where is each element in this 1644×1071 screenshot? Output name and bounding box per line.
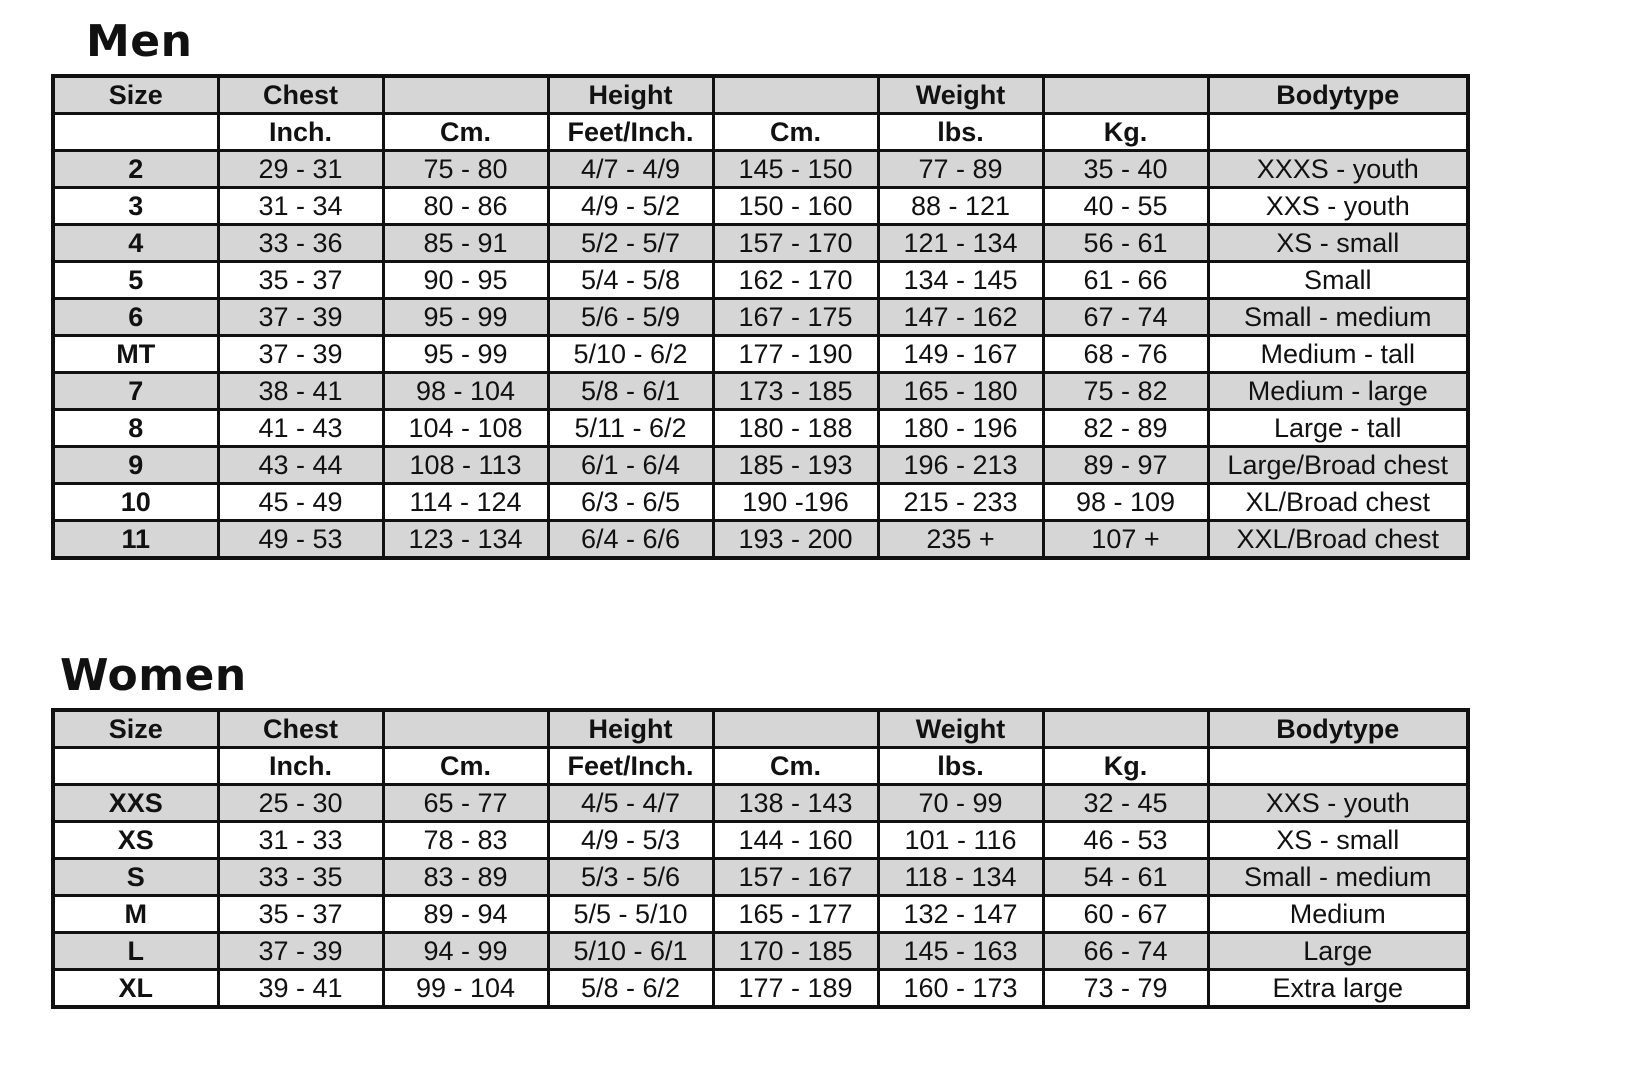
- size-cell: 9: [53, 447, 218, 484]
- table-cell: 6/4 - 6/6: [548, 521, 713, 559]
- table-cell: 235 +: [878, 521, 1043, 559]
- table-cell: 4/9 - 5/3: [548, 822, 713, 859]
- table-cell: 177 - 190: [713, 336, 878, 373]
- table-row: [53, 822, 1468, 859]
- table-cell: 5/10 - 6/1: [548, 933, 713, 970]
- table-cell: [713, 710, 878, 748]
- table-cell: 170 - 185: [713, 933, 878, 970]
- table-cell: Feet/Inch.: [548, 748, 713, 785]
- table-cell: 54 - 61: [1043, 859, 1208, 896]
- table-cell: 43 - 44: [218, 447, 383, 484]
- table-cell: 31 - 33: [218, 822, 383, 859]
- table-cell: Large/Broad chest: [1208, 447, 1468, 484]
- table-cell: 185 - 193: [713, 447, 878, 484]
- table-cell: Inch.: [218, 748, 383, 785]
- table-cell: 114 - 124: [383, 484, 548, 521]
- table-cell: Extra large: [1208, 970, 1468, 1008]
- table-cell: lbs.: [878, 114, 1043, 151]
- table-cell: Cm.: [713, 748, 878, 785]
- header-row-unit: [53, 114, 1468, 151]
- table-cell: Size: [53, 710, 218, 748]
- table-cell: 65 - 77: [383, 785, 548, 822]
- size-cell: MT: [53, 336, 218, 373]
- table-cell: 45 - 49: [218, 484, 383, 521]
- table-cell: 32 - 45: [1043, 785, 1208, 822]
- table-cell: 5/4 - 5/8: [548, 262, 713, 299]
- table-cell: Small: [1208, 262, 1468, 299]
- table-cell: [1208, 114, 1468, 151]
- size-cell: 4: [53, 225, 218, 262]
- table-cell: 35 - 40: [1043, 151, 1208, 188]
- table-cell: 150 - 160: [713, 188, 878, 225]
- table-cell: 145 - 163: [878, 933, 1043, 970]
- table-row: [53, 484, 1468, 521]
- table-cell: 33 - 35: [218, 859, 383, 896]
- size-cell: 3: [53, 188, 218, 225]
- size-cell: 11: [53, 521, 218, 559]
- table-cell: 5/6 - 5/9: [548, 299, 713, 336]
- table-cell: 41 - 43: [218, 410, 383, 447]
- table-cell: Cm.: [713, 114, 878, 151]
- table-cell: 40 - 55: [1043, 188, 1208, 225]
- table-cell: 49 - 53: [218, 521, 383, 559]
- table-row: [53, 262, 1468, 299]
- table-cell: 5/8 - 6/1: [548, 373, 713, 410]
- table-cell: 215 - 233: [878, 484, 1043, 521]
- table-cell: Small - medium: [1208, 859, 1468, 896]
- table-cell: 89 - 94: [383, 896, 548, 933]
- table-cell: 82 - 89: [1043, 410, 1208, 447]
- table-cell: 75 - 80: [383, 151, 548, 188]
- table-row: [53, 299, 1468, 336]
- table-cell: [53, 114, 218, 151]
- table-row: [53, 785, 1468, 822]
- table-cell: 73 - 79: [1043, 970, 1208, 1008]
- table-cell: 147 - 162: [878, 299, 1043, 336]
- table-cell: 98 - 104: [383, 373, 548, 410]
- size-cell: 2: [53, 151, 218, 188]
- table-cell: 68 - 76: [1043, 336, 1208, 373]
- table-cell: 35 - 37: [218, 262, 383, 299]
- women-section-title: Women: [60, 650, 247, 701]
- table-cell: lbs.: [878, 748, 1043, 785]
- table-cell: 118 - 134: [878, 859, 1043, 896]
- table-cell: 85 - 91: [383, 225, 548, 262]
- table-cell: 193 - 200: [713, 521, 878, 559]
- table-row: [53, 151, 1468, 188]
- table-cell: 173 - 185: [713, 373, 878, 410]
- size-cell: 6: [53, 299, 218, 336]
- table-cell: 37 - 39: [218, 299, 383, 336]
- table-cell: 5/5 - 5/10: [548, 896, 713, 933]
- table-cell: 134 - 145: [878, 262, 1043, 299]
- table-cell: 6/1 - 6/4: [548, 447, 713, 484]
- table-cell: 167 - 175: [713, 299, 878, 336]
- table-cell: 165 - 177: [713, 896, 878, 933]
- size-cell: S: [53, 859, 218, 896]
- table-cell: 101 - 116: [878, 822, 1043, 859]
- table-cell: 39 - 41: [218, 970, 383, 1008]
- table-cell: 70 - 99: [878, 785, 1043, 822]
- table-cell: 83 - 89: [383, 859, 548, 896]
- table-cell: Feet/Inch.: [548, 114, 713, 151]
- table-cell: 5/8 - 6/2: [548, 970, 713, 1008]
- table-cell: 132 - 147: [878, 896, 1043, 933]
- table-cell: Medium - large: [1208, 373, 1468, 410]
- table-row: [53, 933, 1468, 970]
- table-cell: 80 - 86: [383, 188, 548, 225]
- size-cell: XL: [53, 970, 218, 1008]
- table-cell: XL/Broad chest: [1208, 484, 1468, 521]
- table-cell: Cm.: [383, 748, 548, 785]
- table-cell: 89 - 97: [1043, 447, 1208, 484]
- table-cell: 196 - 213: [878, 447, 1043, 484]
- table-cell: 190 -196: [713, 484, 878, 521]
- table-cell: 98 - 109: [1043, 484, 1208, 521]
- table-cell: 37 - 39: [218, 336, 383, 373]
- table-cell: Small - medium: [1208, 299, 1468, 336]
- table-cell: XXS - youth: [1208, 785, 1468, 822]
- table-cell: Bodytype: [1208, 710, 1468, 748]
- table-cell: 66 - 74: [1043, 933, 1208, 970]
- table-cell: 108 - 113: [383, 447, 548, 484]
- table-row: [53, 336, 1468, 373]
- table-cell: 46 - 53: [1043, 822, 1208, 859]
- table-cell: 90 - 95: [383, 262, 548, 299]
- table-cell: [383, 76, 548, 114]
- table-cell: Weight: [878, 76, 1043, 114]
- header-row-group: [53, 76, 1468, 114]
- header-row-unit: [53, 748, 1468, 785]
- women-size-table: [51, 708, 1470, 1009]
- table-cell: 61 - 66: [1043, 262, 1208, 299]
- table-cell: 75 - 82: [1043, 373, 1208, 410]
- table-cell: 123 - 134: [383, 521, 548, 559]
- table-cell: 149 - 167: [878, 336, 1043, 373]
- table-cell: 157 - 167: [713, 859, 878, 896]
- table-cell: 35 - 37: [218, 896, 383, 933]
- table-cell: 33 - 36: [218, 225, 383, 262]
- table-cell: 180 - 188: [713, 410, 878, 447]
- table-cell: 104 - 108: [383, 410, 548, 447]
- table-cell: Height: [548, 76, 713, 114]
- table-row: [53, 521, 1468, 559]
- table-cell: 38 - 41: [218, 373, 383, 410]
- table-cell: Height: [548, 710, 713, 748]
- table-cell: 5/10 - 6/2: [548, 336, 713, 373]
- size-cell: M: [53, 896, 218, 933]
- table-cell: 157 - 170: [713, 225, 878, 262]
- table-cell: 4/9 - 5/2: [548, 188, 713, 225]
- table-cell: 4/7 - 4/9: [548, 151, 713, 188]
- table-cell: Weight: [878, 710, 1043, 748]
- table-cell: 180 - 196: [878, 410, 1043, 447]
- table-row: [53, 859, 1468, 896]
- size-cell: 7: [53, 373, 218, 410]
- table-cell: 4/5 - 4/7: [548, 785, 713, 822]
- table-cell: XS - small: [1208, 225, 1468, 262]
- table-cell: Kg.: [1043, 748, 1208, 785]
- table-cell: 160 - 173: [878, 970, 1043, 1008]
- table-row: [53, 188, 1468, 225]
- table-cell: 29 - 31: [218, 151, 383, 188]
- table-cell: Kg.: [1043, 114, 1208, 151]
- table-cell: 67 - 74: [1043, 299, 1208, 336]
- table-row: [53, 447, 1468, 484]
- table-cell: 25 - 30: [218, 785, 383, 822]
- table-cell: [1043, 710, 1208, 748]
- table-cell: Medium: [1208, 896, 1468, 933]
- table-cell: 94 - 99: [383, 933, 548, 970]
- table-cell: 77 - 89: [878, 151, 1043, 188]
- table-cell: 88 - 121: [878, 188, 1043, 225]
- table-cell: [1208, 748, 1468, 785]
- table-cell: Chest: [218, 710, 383, 748]
- table-cell: 144 - 160: [713, 822, 878, 859]
- table-cell: 145 - 150: [713, 151, 878, 188]
- table-cell: XXS - youth: [1208, 188, 1468, 225]
- table-cell: 177 - 189: [713, 970, 878, 1008]
- size-cell: XS: [53, 822, 218, 859]
- table-cell: 5/11 - 6/2: [548, 410, 713, 447]
- header-row-group: [53, 710, 1468, 748]
- table-cell: 56 - 61: [1043, 225, 1208, 262]
- table-row: [53, 970, 1468, 1008]
- table-cell: [383, 710, 548, 748]
- table-cell: 162 - 170: [713, 262, 878, 299]
- table-cell: Medium - tall: [1208, 336, 1468, 373]
- table-cell: Large - tall: [1208, 410, 1468, 447]
- table-cell: 165 - 180: [878, 373, 1043, 410]
- table-cell: XXXS - youth: [1208, 151, 1468, 188]
- table-cell: 5/2 - 5/7: [548, 225, 713, 262]
- table-cell: 60 - 67: [1043, 896, 1208, 933]
- table-cell: Size: [53, 76, 218, 114]
- table-row: [53, 225, 1468, 262]
- table-cell: [53, 748, 218, 785]
- table-cell: 121 - 134: [878, 225, 1043, 262]
- table-cell: 37 - 39: [218, 933, 383, 970]
- table-cell: Cm.: [383, 114, 548, 151]
- table-cell: Large: [1208, 933, 1468, 970]
- table-cell: XS - small: [1208, 822, 1468, 859]
- size-cell: XXS: [53, 785, 218, 822]
- men-size-table: [51, 74, 1470, 560]
- table-row: [53, 373, 1468, 410]
- men-table-body: [53, 76, 1468, 558]
- women-table-body: [53, 710, 1468, 1007]
- table-cell: 5/3 - 5/6: [548, 859, 713, 896]
- table-cell: 95 - 99: [383, 336, 548, 373]
- size-cell: 10: [53, 484, 218, 521]
- table-cell: [713, 76, 878, 114]
- table-cell: [1043, 76, 1208, 114]
- table-row: [53, 410, 1468, 447]
- size-cell: 5: [53, 262, 218, 299]
- table-cell: Inch.: [218, 114, 383, 151]
- table-cell: 31 - 34: [218, 188, 383, 225]
- table-cell: 78 - 83: [383, 822, 548, 859]
- men-section-title: Men: [86, 16, 193, 67]
- table-row: [53, 896, 1468, 933]
- table-cell: Bodytype: [1208, 76, 1468, 114]
- table-cell: 95 - 99: [383, 299, 548, 336]
- size-cell: L: [53, 933, 218, 970]
- table-cell: XXL/Broad chest: [1208, 521, 1468, 559]
- size-cell: 8: [53, 410, 218, 447]
- table-cell: 6/3 - 6/5: [548, 484, 713, 521]
- table-cell: 138 - 143: [713, 785, 878, 822]
- table-cell: Chest: [218, 76, 383, 114]
- table-cell: 99 - 104: [383, 970, 548, 1008]
- table-cell: 107 +: [1043, 521, 1208, 559]
